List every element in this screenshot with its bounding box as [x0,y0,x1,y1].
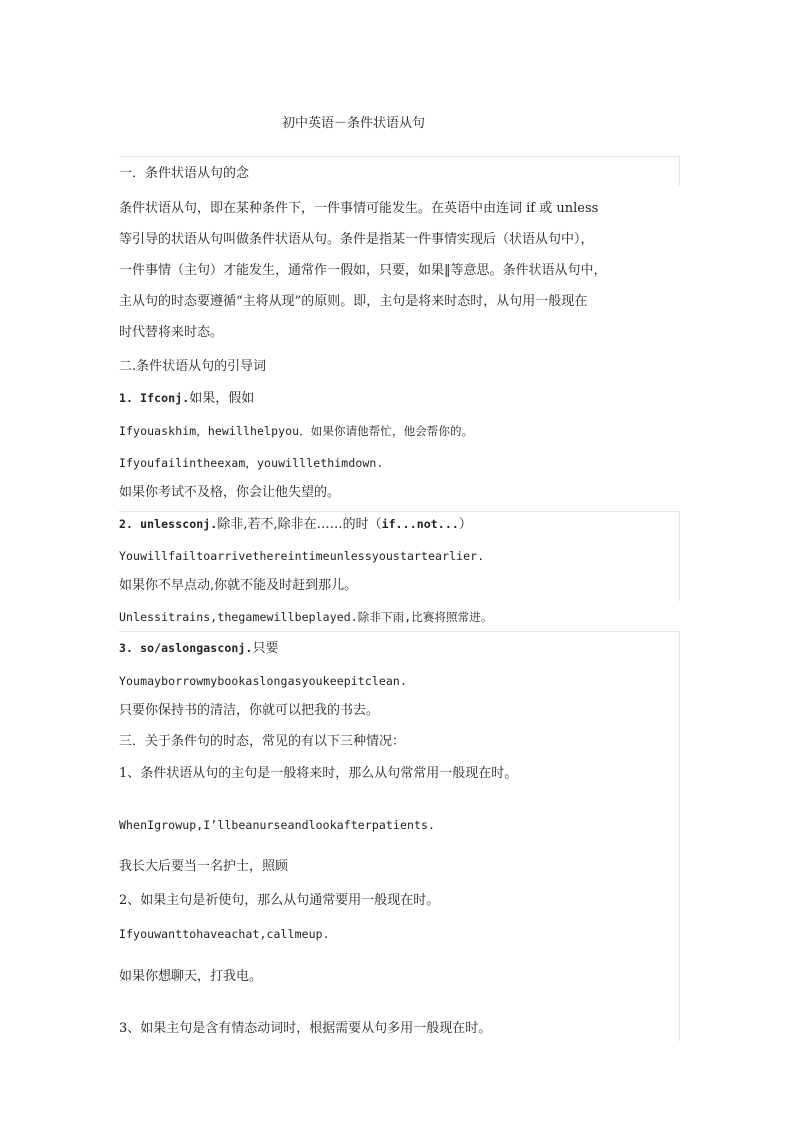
section-divider [679,511,680,601]
example-sentence: Youmayborrowmybookaslongasyoukeepitclean. [119,674,407,688]
section-divider [119,631,679,632]
subheading-unless [119,516,472,533]
section-divider [119,511,679,512]
keyword-meaning: 如果，假如 [189,391,255,406]
section-divider [679,156,680,186]
example-sentence: Ifyoufailintheexam，youwilllethimdown. [119,456,384,470]
keyword-meaning: 只要 [252,641,279,656]
rule-statement: 2、如果主句是祈使句，那么从句通常要用一般现在时。 [119,893,440,908]
subheading-if [119,390,254,407]
paragraph-line: 主从句的时态要遵循“主将从现”的原则。即，主句是将来时态时，从句用一般现在 [119,294,588,309]
rule-statement: 3、如果主句是含有情态动词时，根据需要从句多用一般现在时。 [119,1021,492,1036]
keyword-bracket: ） [458,517,472,532]
keyword-label: 3. so/aslongasconj. [119,641,253,655]
keyword-label: 1. Ifconj. [119,391,190,405]
example-sentence: Youwillfailtoarrivethereintimeunlessyoustartearlier. [119,549,485,563]
keyword-pattern: if...not... [381,517,459,531]
example-sentence: Ifyouwanttohaveachat,callmeup. [119,927,330,941]
example-sentence: Ifyouaskhim，hewillhelpyou．如果你请他帮忙，他会帮你的。 [119,424,474,438]
example-translation: 如果你不早点动,你就不能及时赶到那儿。 [119,578,358,593]
example-translation: 只要你保持书的清洁，你就可以把我的书去。 [119,703,380,718]
keyword-label: 2. unlessconj. [119,517,218,531]
section-heading: 三．关于条件句的时态，常见的有以下三种情况： [119,734,406,749]
example-translation: 我长大后要当一名护士，照顾 [119,859,289,874]
example-translation: 如果你考试不及格，你会让他失望的。 [119,485,341,500]
example-sentence: WhenIgrowup,I’llbeanurseandlookafterpatients. [119,818,436,832]
page-title: 初中英语－条件状语从句 [282,116,426,131]
section-divider [679,631,680,1041]
rule-statement: 1、条件状语从句的主句是一般将来时，那么从句常常用一般现在时。 [119,766,518,781]
section-heading: 二.条件状语从句的引导词 [119,359,267,374]
keyword-meaning: 除非,若不,除非在……的时（ [217,517,382,532]
paragraph-line: 一件事情（主句）才能发生，通常作一假如，只要，如果‖等意思。条件状语从句中， [119,263,607,278]
example-translation: 如果你想聊天，打我电。 [119,969,263,984]
paragraph-line: 时代替将来时态。 [119,325,224,340]
section-heading: 一．条件状语从句的念 [119,166,250,181]
example-sentence: Unlessitrains,thegamewillbeplayed.除非下雨,比赛将照常进。 [119,610,493,624]
paragraph-line: 条件状语从句，即在某种条件下，一件事情可能发生。在英语中由连词 if 或 unless [119,201,599,216]
section-divider [119,156,679,157]
paragraph-line: 等引导的状语从句叫做条件状语从句。条件是指某一件事情实现后（状语从句中）， [119,232,594,247]
subheading-so [119,640,278,657]
